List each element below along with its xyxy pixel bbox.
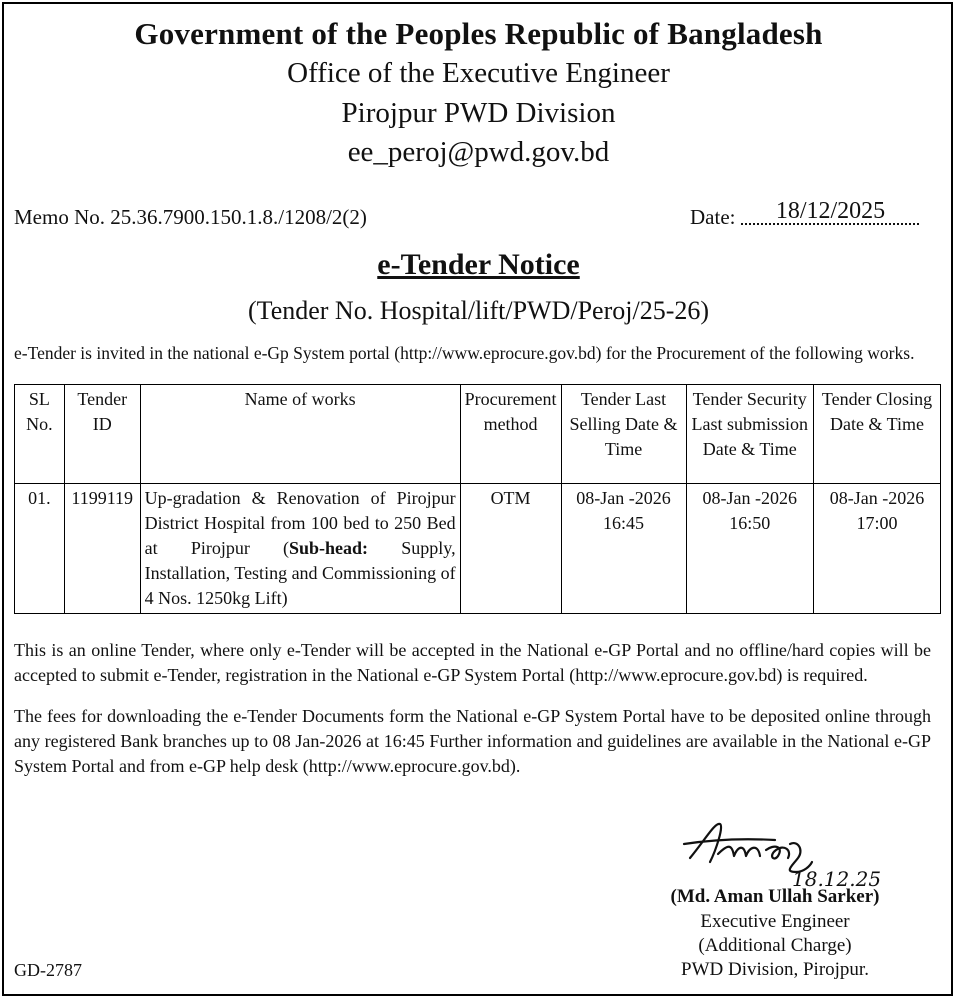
table-header-row [15, 385, 941, 484]
header-security-date: Tender Security Last submission Date & Time [686, 385, 813, 484]
selling-date: 08-Jan -2026 [576, 488, 671, 508]
handwritten-signature [680, 810, 930, 890]
date-value: 18/12/2025 [741, 199, 919, 225]
memo-number: Memo No. 25.36.7900.150.1.8./1208/2(2) [14, 205, 367, 229]
cell-security [686, 484, 813, 614]
fees-paragraph: The fees for downloading the e-Tender Documents form the National e-GP System Portal have to be deposited online through any registered Bank branches up to 08 Jan-2026 at 16:45 Further information and guidelines are available in the National e-GP System Portal and from e-GP help desk (http://www.eprocure.gov.bd). [14, 706, 931, 776]
cell-tender-id: 1199119 [64, 484, 140, 614]
cell-selling [561, 484, 686, 614]
date-label: Date: [690, 205, 736, 229]
signature-date: 18.12.25 [792, 867, 882, 890]
security-date: 08-Jan -2026 [702, 488, 797, 508]
table-row [15, 484, 941, 614]
date-field [690, 198, 919, 231]
work-subhead-label: Sub-head: [289, 538, 369, 558]
work-name-text: Up-gradation & Renovation of Pirojpur District Hospital from 100 bed to 250 Bed at Pirojpur ( [144, 488, 456, 558]
gd-code: GD-2787 [14, 960, 82, 980]
notice-title: e-Tender Notice [377, 248, 580, 281]
signatory-title: Executive Engineer [700, 911, 850, 932]
cell-method: OTM [460, 484, 561, 614]
closing-time: 17:00 [856, 513, 898, 533]
email-heading: ee_peroj@pwd.gov.bd [347, 136, 610, 168]
security-time: 16:50 [729, 513, 771, 533]
cell-sl: 01. [15, 484, 65, 614]
works-table [14, 384, 941, 614]
signatory-charge: (Additional Charge) [698, 935, 852, 956]
office-heading: Office of the Executive Engineer [287, 57, 670, 89]
intro-text: e-Tender is invited in the national e-Gp System portal (http://www.eprocure.gov.bd) for the Procurement of the following works. [14, 343, 915, 363]
online-tender-paragraph: This is an online Tender, where only e-Tender will be accepted in the National e-GP Portal and no offline/hard copies will be accepted to submit e-Tender, registration in the National e-GP System Portal (http://www.eprocure.gov.bd) is required. [14, 640, 931, 685]
header-tender-id: Tender ID [64, 385, 140, 484]
header-name-of-works: Name of works [140, 385, 460, 484]
closing-date: 08-Jan -2026 [829, 488, 925, 508]
cell-name-of-works [140, 484, 460, 614]
header-closing-date: Tender Closing Date & Time [813, 385, 940, 484]
work-subhead-text: Supply, Installation, Testing and Commissioning of 4 Nos. 1250kg Lift) [144, 538, 456, 608]
cell-closing [813, 484, 940, 614]
signatory-name: (Md. Aman Ullah Sarker) [670, 886, 880, 907]
tender-number: (Tender No. Hospital/lift/PWD/Peroj/25-26) [247, 296, 710, 325]
division-heading: Pirojpur PWD Division [341, 97, 616, 129]
selling-time: 16:45 [603, 513, 645, 533]
header-procurement-method: Procurement method [460, 385, 561, 484]
government-heading: Government of the Peoples Republic of Bangladesh [134, 16, 823, 51]
header-sl: SL No. [15, 385, 65, 484]
signatory-office: PWD Division, Pirojpur. [681, 959, 869, 980]
header-selling-date: Tender Last Selling Date & Time [561, 385, 686, 484]
